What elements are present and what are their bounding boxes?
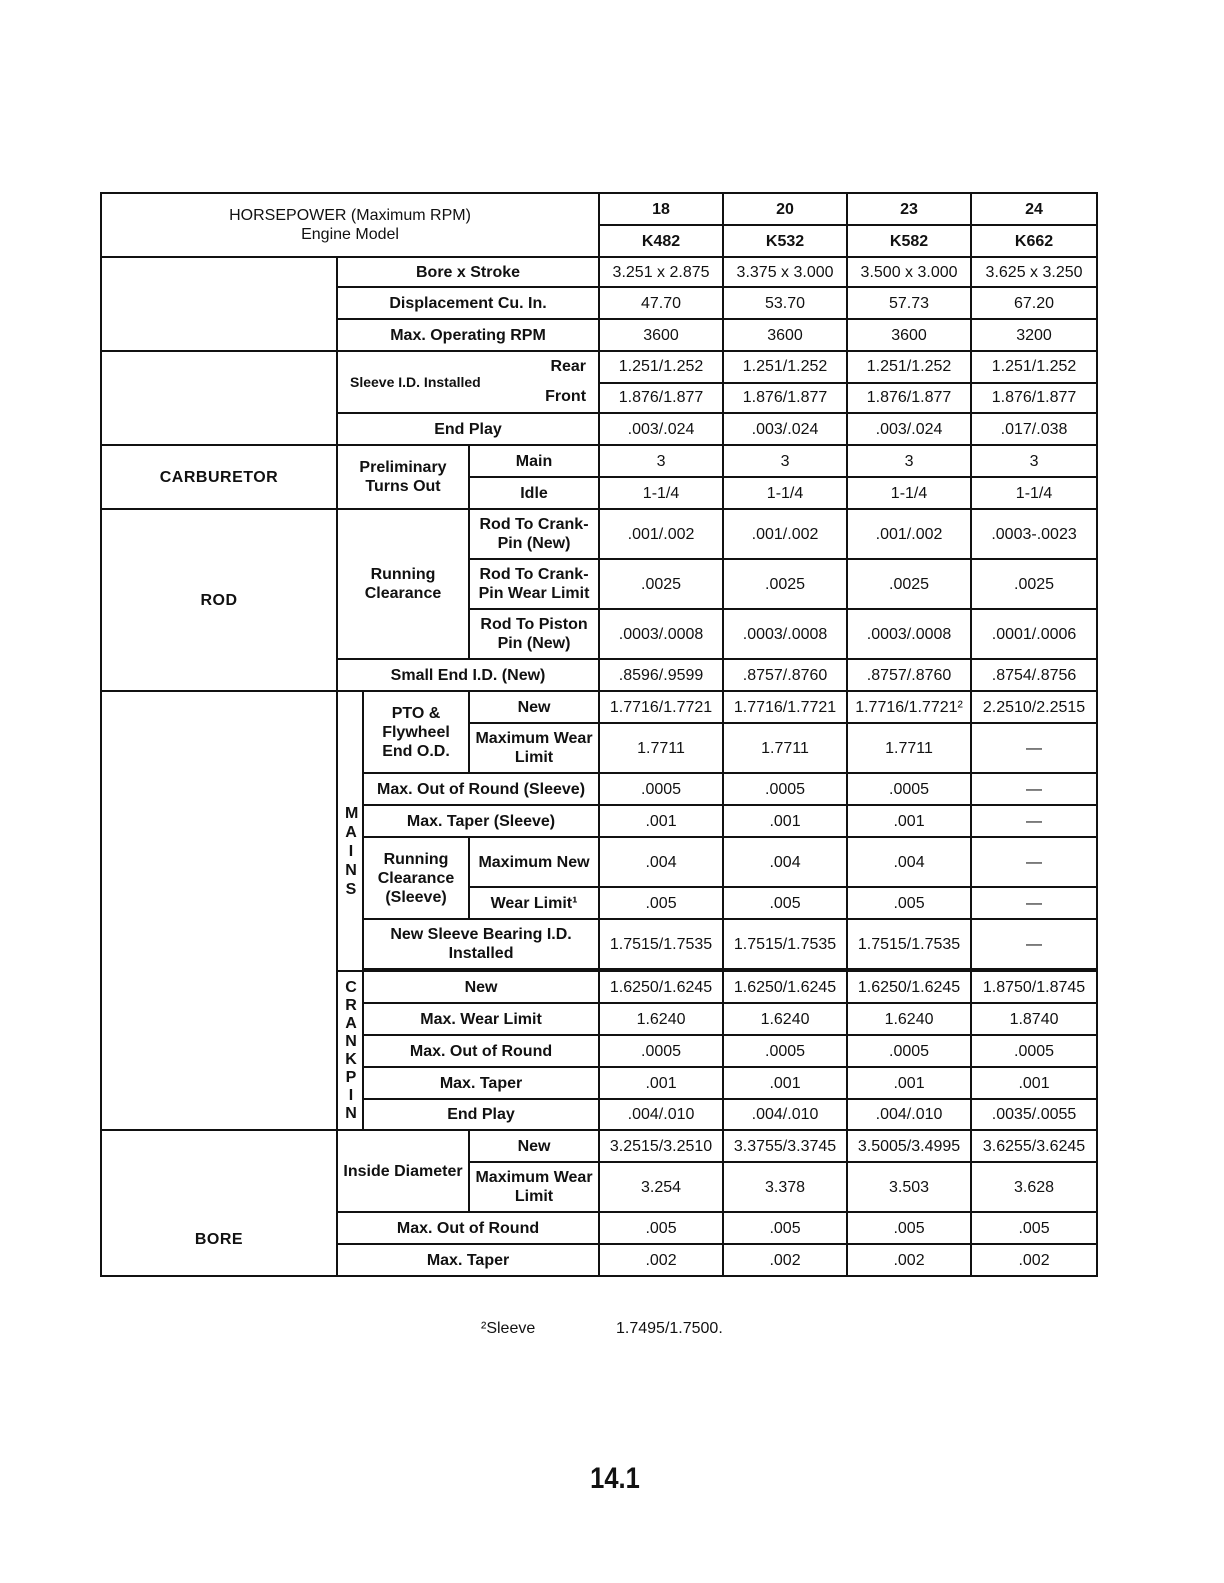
mains-letter: I (348, 842, 354, 860)
rod-piston-pin-value: .0003/.0008 (599, 609, 723, 659)
mains-wear-limit-value: .005 (723, 887, 847, 919)
crankpin-letter: A (345, 1014, 357, 1032)
bore-taper-value: .002 (723, 1244, 847, 1276)
mains-taper-value: .001 (723, 805, 847, 837)
section-general (101, 257, 337, 351)
cam-endplay-value: .003/.024 (847, 413, 971, 445)
rpm-value: 3600 (723, 319, 847, 351)
rear-value: 1.251/1.252 (847, 351, 971, 383)
sleeve-bearing-value: — (971, 919, 1097, 969)
small-end-label: Small End I.D. (New) (337, 659, 599, 691)
hp-value: 23 (847, 193, 971, 225)
sleeve-id-cell (337, 351, 599, 413)
mains-taper-value: — (971, 805, 1097, 837)
crankpin-endplay-value: .004/.010 (599, 1099, 723, 1130)
crankpin-new-value: 1.6250/1.6245 (723, 971, 847, 1003)
rpm-value: 3200 (971, 319, 1097, 351)
pto-new-value: 1.7716/1.7721 (599, 691, 723, 723)
rod-piston-pin-value: .0003/.0008 (723, 609, 847, 659)
front-value: 1.876/1.877 (599, 383, 723, 414)
carb-main-value: 3 (599, 445, 723, 477)
mains-max-new-value: .004 (723, 837, 847, 887)
front-value: 1.876/1.877 (847, 383, 971, 414)
bore-max-wear-value: 3.378 (723, 1162, 847, 1212)
crankpin-new-value: 1.6250/1.6245 (599, 971, 723, 1003)
section-bore (101, 1130, 337, 1276)
bore-max-wear-value: 3.503 (847, 1162, 971, 1212)
crankpin-out-of-round-value: .0005 (847, 1035, 971, 1067)
inside-diameter-label: Inside Diameter (337, 1130, 469, 1212)
mains-running-clearance-label: Running Clearance (Sleeve) (363, 837, 469, 919)
sleeve-id-label: Sleeve I.D. Installed (350, 373, 481, 390)
crankpin-vertical-label (337, 971, 363, 1130)
front-value: 1.876/1.877 (971, 383, 1097, 414)
bore-taper-value: .002 (599, 1244, 723, 1276)
mains-taper-value: .001 (847, 805, 971, 837)
mains-letter: S (345, 880, 357, 898)
crankpin-endplay-value: .004/.010 (847, 1099, 971, 1130)
prelim-turns-label: Preliminary Turns Out (337, 445, 469, 509)
rod-crankpin-new-label: Rod To Crank-Pin (New) (469, 509, 599, 559)
crankpin-taper-value: .001 (723, 1067, 847, 1099)
mains-wear-limit-value: .005 (599, 887, 723, 919)
pto-new-value: 1.7716/1.7721 (723, 691, 847, 723)
mains-max-new-label: Maximum New (469, 837, 599, 887)
carb-main-value: 3 (971, 445, 1097, 477)
footnote-label: ²Sleeve (481, 1320, 536, 1337)
mains-taper-label: Max. Taper (Sleeve) (363, 805, 599, 837)
mains-out-of-round-value: .0005 (723, 773, 847, 805)
carb-idle-value: 1-1/4 (723, 477, 847, 509)
mains-letter: N (345, 861, 357, 879)
crankpin-letter: K (345, 1050, 357, 1068)
bore-out-of-round-value: .005 (723, 1212, 847, 1244)
mains-wear-limit-label: Wear Limit¹ (469, 887, 599, 919)
displacement-value: 53.70 (723, 287, 847, 319)
crankpin-letter: N (345, 1104, 357, 1122)
pto-new-value: 2.2510/2.2515 (971, 691, 1097, 723)
front-label: Front (545, 388, 587, 405)
crankpin-endplay-label: End Play (363, 1099, 599, 1130)
crankpin-new-label: New (363, 971, 599, 1003)
rod-crankpin-wear-label: Rod To Crank-Pin Wear Limit (469, 559, 599, 609)
crankpin-endplay-value: .0035/.0055 (971, 1099, 1097, 1130)
bore-new-value: 3.5005/3.4995 (847, 1130, 971, 1162)
bore-out-of-round-label: Max. Out of Round (337, 1212, 599, 1244)
displacement-label: Displacement Cu. In. (337, 287, 599, 319)
pto-max-wear-value: — (971, 723, 1097, 773)
crankpin-taper-value: .001 (847, 1067, 971, 1099)
crankpin-endplay-value: .004/.010 (723, 1099, 847, 1130)
crankpin-out-of-round-value: .0005 (723, 1035, 847, 1067)
rod-running-clearance-label: Running Clearance (337, 509, 469, 659)
hp-value: 24 (971, 193, 1097, 225)
hp-value: 20 (723, 193, 847, 225)
carb-idle-label: Idle (469, 477, 599, 509)
rod-crankpin-new-value: .001/.002 (599, 509, 723, 559)
pto-new-label: New (469, 691, 599, 723)
sleeve-bearing-value: 1.7515/1.7535 (723, 919, 847, 969)
crankpin-new-value: 1.6250/1.6245 (847, 971, 971, 1003)
carb-idle-value: 1-1/4 (599, 477, 723, 509)
crankpin-taper-label: Max. Taper (363, 1067, 599, 1099)
pto-new-value: 1.7716/1.7721² (847, 691, 971, 723)
bore-max-wear-value: 3.628 (971, 1162, 1097, 1212)
horsepower-label: HORSEPOWER (229, 207, 347, 224)
cam-endplay-value: .003/.024 (723, 413, 847, 445)
crankpin-wear-label: Max. Wear Limit (363, 1003, 599, 1035)
section-camshaft (101, 351, 337, 445)
mains-letter: M (345, 804, 359, 822)
cam-endplay-value: .003/.024 (599, 413, 723, 445)
crankpin-out-of-round-value: .0005 (599, 1035, 723, 1067)
displacement-value: 67.20 (971, 287, 1097, 319)
mains-max-new-value: .004 (599, 837, 723, 887)
hp-value: 18 (599, 193, 723, 225)
header-label (101, 193, 599, 257)
rod-crankpin-wear-value: .0025 (971, 559, 1097, 609)
cam-endplay-label: End Play (337, 413, 599, 445)
crankpin-letter: N (345, 1032, 357, 1050)
cam-endplay-value: .017/.038 (971, 413, 1097, 445)
crankpin-letter: I (348, 1086, 354, 1104)
pto-max-wear-value: 1.7711 (723, 723, 847, 773)
carb-main-value: 3 (723, 445, 847, 477)
pto-max-wear-value: 1.7711 (847, 723, 971, 773)
rear-value: 1.251/1.252 (971, 351, 1097, 383)
bore-out-of-round-value: .005 (971, 1212, 1097, 1244)
crankpin-out-of-round-value: .0005 (971, 1035, 1097, 1067)
rod-crankpin-new-value: .001/.002 (847, 509, 971, 559)
rod-piston-pin-value: .0003/.0008 (847, 609, 971, 659)
bore-stroke-value: 3.625 x 3.250 (971, 257, 1097, 287)
crankpin-taper-value: .001 (971, 1067, 1097, 1099)
rod-crankpin-wear-value: .0025 (599, 559, 723, 609)
section-rod: ROD (101, 509, 337, 691)
bore-out-of-round-value: .005 (599, 1212, 723, 1244)
carb-idle-value: 1-1/4 (847, 477, 971, 509)
pto-max-wear-label: Maximum Wear Limit (469, 723, 599, 773)
rpm-label: Max. Operating RPM (337, 319, 599, 351)
crankpin-wear-value: 1.6240 (847, 1003, 971, 1035)
mains-vertical-label (337, 691, 363, 971)
bore-new-value: 3.6255/3.6245 (971, 1130, 1097, 1162)
rod-piston-pin-value: .0001/.0006 (971, 609, 1097, 659)
mains-out-of-round-label: Max. Out of Round (Sleeve) (363, 773, 599, 805)
bore-new-value: 3.2515/3.2510 (599, 1130, 723, 1162)
small-end-value: .8757/.8760 (847, 659, 971, 691)
page-number: 14.1 (590, 1462, 640, 1495)
section-carburetor: CARBURETOR (101, 445, 337, 509)
section-crankshaft (101, 691, 337, 1130)
mains-letter: A (345, 823, 357, 841)
mains-wear-limit-value: — (971, 887, 1097, 919)
pto-flywheel-label: PTO & Flywheel End O.D. (363, 691, 469, 773)
rod-crankpin-wear-value: .0025 (847, 559, 971, 609)
mains-max-new-value: .004 (847, 837, 971, 887)
mains-wear-limit-value: .005 (847, 887, 971, 919)
crankpin-new-value: 1.8750/1.8745 (971, 971, 1097, 1003)
horsepower-suffix: (Maximum RPM) (346, 207, 471, 224)
mains-out-of-round-value: .0005 (847, 773, 971, 805)
bore-max-wear-value: 3.254 (599, 1162, 723, 1212)
bore-taper-value: .002 (847, 1244, 971, 1276)
rod-crankpin-wear-value: .0025 (723, 559, 847, 609)
engine-model: K482 (599, 225, 723, 257)
mains-out-of-round-value: — (971, 773, 1097, 805)
mains-out-of-round-value: .0005 (599, 773, 723, 805)
engine-model: K532 (723, 225, 847, 257)
engine-model-label: Engine Model (301, 226, 399, 243)
bore-taper-label: Max. Taper (337, 1244, 599, 1276)
sleeve-bearing-value: 1.7515/1.7535 (599, 919, 723, 969)
small-end-value: .8757/.8760 (723, 659, 847, 691)
bore-stroke-label: Bore x Stroke (337, 257, 599, 287)
rpm-value: 3600 (847, 319, 971, 351)
rod-piston-pin-label: Rod To Piston Pin (New) (469, 609, 599, 659)
crankpin-taper-value: .001 (599, 1067, 723, 1099)
carb-main-value: 3 (847, 445, 971, 477)
crankpin-out-of-round-label: Max. Out of Round (363, 1035, 599, 1067)
engine-model: K662 (971, 225, 1097, 257)
small-end-value: .8596/.9599 (599, 659, 723, 691)
rear-value: 1.251/1.252 (599, 351, 723, 383)
crankpin-wear-value: 1.8740 (971, 1003, 1097, 1035)
bore-new-value: 3.3755/3.3745 (723, 1130, 847, 1162)
carb-idle-value: 1-1/4 (971, 477, 1097, 509)
rod-crankpin-new-value: .001/.002 (723, 509, 847, 559)
rod-crankpin-new-value: .0003-.0023 (971, 509, 1097, 559)
small-end-value: .8754/.8756 (971, 659, 1097, 691)
rear-value: 1.251/1.252 (723, 351, 847, 383)
rear-label: Rear (550, 358, 587, 375)
bore-out-of-round-value: .005 (847, 1212, 971, 1244)
front-value: 1.876/1.877 (723, 383, 847, 414)
crankpin-wear-value: 1.6240 (599, 1003, 723, 1035)
bore-stroke-value: 3.375 x 3.000 (723, 257, 847, 287)
sleeve-bearing-value: 1.7515/1.7535 (847, 919, 971, 969)
bore-max-wear-label: Maximum Wear Limit (469, 1162, 599, 1212)
bore-stroke-value: 3.500 x 3.000 (847, 257, 971, 287)
crankpin-wear-value: 1.6240 (723, 1003, 847, 1035)
bore-title: BORE (194, 1231, 244, 1248)
sleeve-bearing-label: New Sleeve Bearing I.D. Installed (363, 919, 599, 969)
carb-main-label: Main (469, 445, 599, 477)
bore-taper-value: .002 (971, 1244, 1097, 1276)
crankpin-letter: R (345, 996, 357, 1014)
spec-table (100, 192, 1098, 1277)
engine-model: K582 (847, 225, 971, 257)
mains-taper-value: .001 (599, 805, 723, 837)
displacement-value: 57.73 (847, 287, 971, 319)
footnote-value: 1.7495/1.7500. (616, 1320, 723, 1337)
displacement-value: 47.70 (599, 287, 723, 319)
bore-stroke-value: 3.251 x 2.875 (599, 257, 723, 287)
rpm-value: 3600 (599, 319, 723, 351)
crankpin-letter: C (345, 978, 357, 996)
bore-new-label: New (469, 1130, 599, 1162)
pto-max-wear-value: 1.7711 (599, 723, 723, 773)
mains-max-new-value: — (971, 837, 1097, 887)
crankpin-letter: P (345, 1068, 357, 1086)
